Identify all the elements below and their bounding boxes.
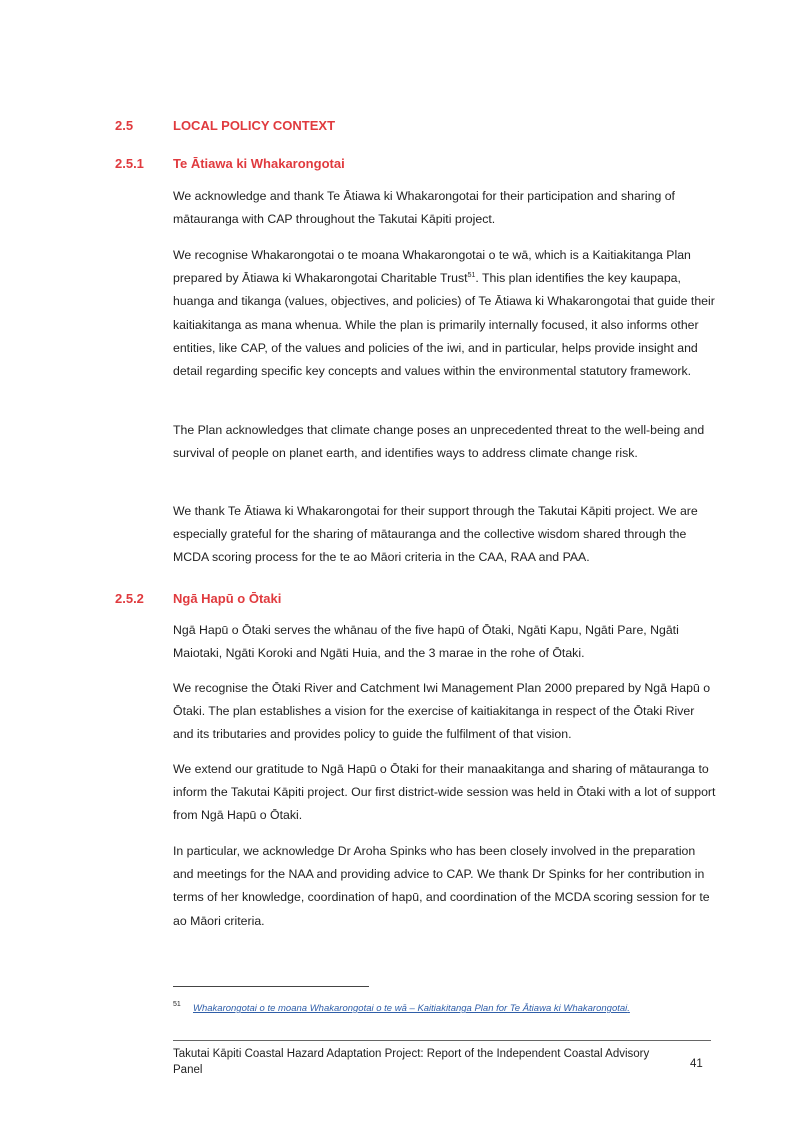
paragraph: Ngā Hapū o Ōtaki serves the whānau of the five hapū of Ōtaki, Ngāti Kapu, Ngāti Pare, Ngāti Maiotaki, Ngāti Koroki and Ngāti Huia, and the 3 marae in the rohe of Ōtaki. (173, 623, 679, 661)
footer-divider (173, 1040, 711, 1041)
footnote-reference[interactable]: 51 (467, 272, 476, 280)
paragraph: We recognise the Ōtaki River and Catchment Iwi Management Plan 2000 prepared by Ngā Hapū o Ōtaki. The plan establishes a vision for the exercise of kaitiakitanga in respect of the Ōtaki River and its tributaries and provides policy to guide the fulfilment of that vision. (173, 681, 711, 742)
section-number: 2.5.2 (115, 591, 144, 606)
footnote-link[interactable] (193, 1003, 630, 1014)
footer-title: Takutai Kāpiti Coastal Hazard Adaptation Project: Report of the Independent Coastal Advisory Panel (173, 1048, 650, 1076)
footnote-trailing: . (627, 1003, 630, 1014)
section-title: LOCAL POLICY CONTEXT (173, 118, 336, 133)
footnote-divider (173, 986, 369, 987)
paragraph-punct: . (475, 271, 483, 286)
paragraph: We thank Te Ātiawa ki Whakarongotai for their support through the Takutai Kāpiti project. We are especially grateful for the sharing of mātauranga and the collective wisdom shared through the MCDA scoring process for the te ao Māori criteria in the CAA, RAA and PAA. (173, 504, 698, 565)
paragraph: We acknowledge and thank Te Ātiawa ki Whakarongotai for their participation and sharing of mātauranga with CAP throughout the Takutai Kāpiti project. (173, 189, 675, 227)
section-title: Ngā Hapū o Ōtaki (173, 591, 282, 606)
paragraph: We extend our gratitude to Ngā Hapū o Ōtaki for their manaakitanga and sharing of mātauranga to inform the Takutai Kāpiti project. Our first district-wide session was held in Ōtaki with a lot of support from Ngā Hapū o Ōtaki. (173, 762, 716, 823)
paragraph: In particular, we acknowledge Dr Aroha Spinks who has been closely involved in the preparation and meetings for the NAA and providing advice to CAP. We thank Dr Spinks for her contribution in terms of her knowledge, coordination of hapū, and coordination of the MCDA scoring session for te ao Māori criteria. (173, 844, 710, 928)
footnote-number: 51 (173, 1001, 181, 1008)
section-number: 2.5.1 (115, 156, 144, 171)
paragraph: The Plan acknowledges that climate change poses an unprecedented threat to the well-being and survival of people on planet earth, and identifies ways to address climate change risk. (173, 423, 705, 461)
page-number: 41 (690, 1058, 703, 1070)
paragraph-with-footnote (173, 244, 718, 383)
footnote-link-text[interactable]: Whakarongotai o te moana Whakarongotai o te wā – Kaitiakitanga Plan for Te Ātiawa ki Whakarongotai (193, 1003, 628, 1014)
section-title: Te Ātiawa ki Whakarongotai (173, 156, 345, 171)
paragraph-rest: This plan identifies the key kaupapa, huanga and tikanga (values, objectives, and policies) of Te Ātiawa ki Whakarongotai that guide their kaitiakitanga as mana whenua. While the plan is primarily internally focused, it also informs other entities, like CAP, of the values and policies of the iwi, and in particular, helps provide insight and detail regarding specific key concepts and values within the environmental statutory framework. (173, 271, 715, 379)
paragraph-lead: We recognise Whakarongotai o te moana Whakarongotai o te wā, which is a Kaitiakitanga Plan prepared by Ātiawa ki Whakarongotai Charitable Trust (173, 248, 691, 286)
section-number: 2.5 (115, 118, 134, 133)
